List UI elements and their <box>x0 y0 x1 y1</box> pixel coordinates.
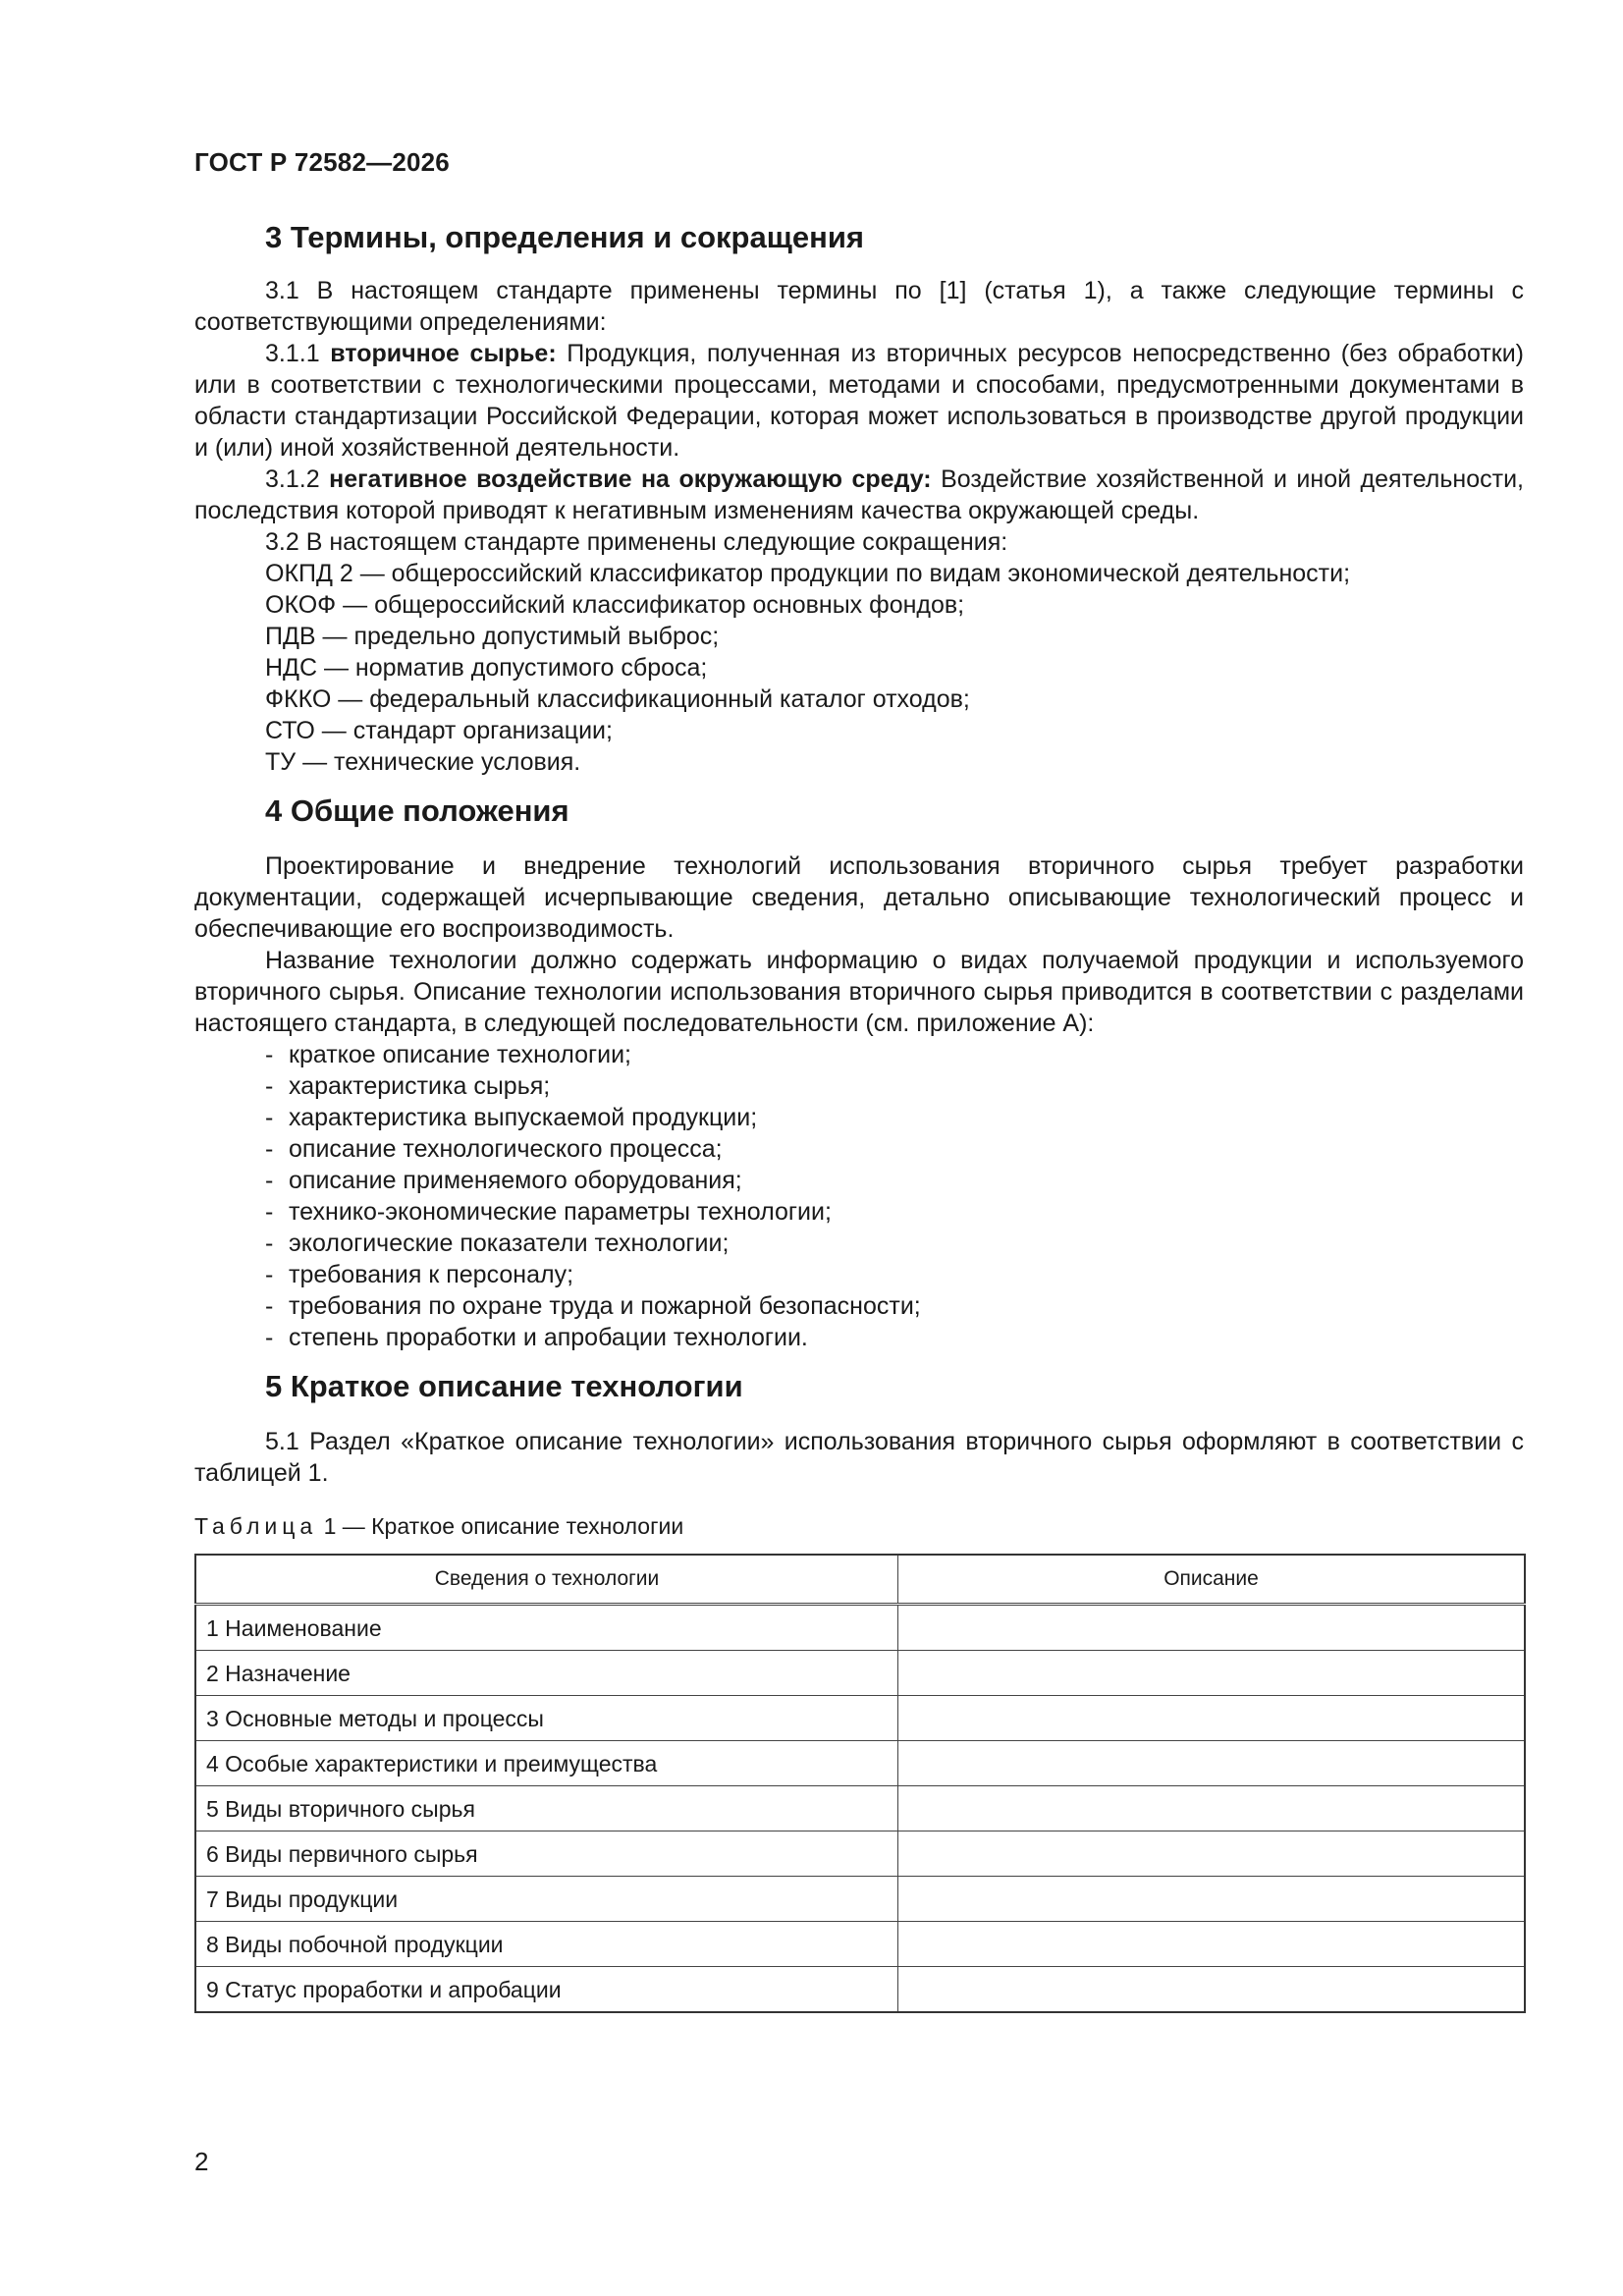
abbreviation-item: ПДВ — предельно допустимый выброс; <box>265 623 720 650</box>
term-number: 3.1.1 <box>265 340 331 367</box>
table-cell-empty <box>898 1831 1526 1877</box>
clause-5-1: 5.1 Раздел «Краткое описание технологии» использования вторичного сырья оформляют в соответствии с таблицей 1. <box>194 1428 1524 1487</box>
table-row <box>195 1741 1525 1786</box>
list-item: - краткое описание технологии; <box>265 1039 1524 1070</box>
term-name: вторичное сырье: <box>330 340 557 367</box>
list-item: - требования по охране труда и пожарной безопасности; <box>265 1290 1524 1322</box>
table-cell-empty <box>898 1922 1526 1967</box>
table-row <box>195 1696 1525 1741</box>
table-cell-empty <box>898 1786 1526 1831</box>
column-header-description: Описание <box>898 1555 1526 1605</box>
list-item: - степень проработки и апробации технологии. <box>265 1322 1524 1353</box>
table-header-row <box>195 1555 1525 1605</box>
list-item: - описание технологического процесса; <box>265 1133 1524 1165</box>
table-cell: 1 Наименование <box>195 1605 898 1651</box>
page-content <box>194 218 1524 2013</box>
table-caption-label: Таблица <box>194 1513 318 1539</box>
table-row <box>195 1922 1525 1967</box>
section-5-heading: 5 Краткое описание технологии <box>265 1369 743 1403</box>
clause-3-2: 3.2 В настоящем стандарте применены следующие сокращения: <box>265 528 1008 556</box>
table-row <box>195 1877 1525 1922</box>
section-4-paragraph-1: Проектирование и внедрение технологий использования вторичного сырья требует разработки документации, содержащей исчерпывающие сведения, детально описывающие технологический процесс и обеспечивающие его воспроизводимость. <box>194 852 1524 943</box>
section-4-heading: 4 Общие положения <box>265 793 569 828</box>
technology-summary-table <box>194 1554 1526 2013</box>
list-item: - экологические показатели технологии; <box>265 1228 1524 1259</box>
list-item: - характеристика выпускаемой продукции; <box>265 1102 1524 1133</box>
table-row <box>195 1786 1525 1831</box>
table-row <box>195 1651 1525 1696</box>
table-cell: 7 Виды продукции <box>195 1877 898 1922</box>
section-4-paragraph-2: Название технологии должно содержать информацию о видах получаемой продукции и используемого вторичного сырья. Описание технологии использования вторичного сырья приводится в соответствии с разделами настоящего стандарта, в следующей последовательности (см. приложение А): <box>194 947 1524 1037</box>
list-item: - характеристика сырья; <box>265 1070 1524 1102</box>
abbreviation-item: СТО — стандарт организации; <box>265 717 613 744</box>
table-row <box>195 1967 1525 2013</box>
table-row <box>195 1605 1525 1651</box>
table-cell-empty <box>898 1651 1526 1696</box>
page-number: 2 <box>194 2147 209 2176</box>
term-definition: Воздействие хозяйственной и иной деятельности, последствия которой приводят к негативным изменениям качества окружающей среды. <box>194 465 1524 524</box>
abbreviation-item: НДС — норматив допустимого сброса; <box>265 654 708 682</box>
abbreviation-item: ФККО — федеральный классификационный каталог отходов; <box>265 685 970 713</box>
table-cell-empty <box>898 1741 1526 1786</box>
term-name: негативное воздействие на окружающую среду: <box>329 465 932 493</box>
abbreviation-item: ТУ — технические условия. <box>265 748 581 776</box>
table-caption-text: 1 — Краткое описание технологии <box>317 1513 684 1539</box>
table-cell: 6 Виды первичного сырья <box>195 1831 898 1877</box>
list-item: - технико-экономические параметры технологии; <box>265 1196 1524 1228</box>
table-cell: 8 Виды побочной продукции <box>195 1922 898 1967</box>
table-caption <box>194 1510 1524 1542</box>
term-number: 3.1.2 <box>265 465 330 493</box>
table-cell-empty <box>898 1605 1526 1651</box>
term-3-1-2 <box>194 464 1524 526</box>
section-3-heading: 3 Термины, определения и сокращения <box>265 220 864 254</box>
clause-3-1: 3.1 В настоящем стандарте применены термины по [1] (статья 1), а также следующие термины с соответствующими определениями: <box>194 277 1524 336</box>
table-cell: 3 Основные методы и процессы <box>195 1696 898 1741</box>
term-definition: Продукция, полученная из вторичных ресурсов непосредственно (без обработки) или в соответствии с технологическими процессами, методами и способами, предусмотренными документами в области стандартизации Российской Федерации, которая может использоваться в производстве другой продукции и (или) иной хозяйственной деятельности. <box>194 340 1524 462</box>
abbreviation-item: ОКОФ — общероссийский классификатор основных фондов; <box>265 591 965 619</box>
term-3-1-1 <box>194 338 1524 464</box>
table-cell-empty <box>898 1967 1526 2013</box>
abbreviation-list <box>194 558 1524 778</box>
table-cell: 4 Особые характеристики и преимущества <box>195 1741 898 1786</box>
table-cell: 5 Виды вторичного сырья <box>195 1786 898 1831</box>
table-cell: 9 Статус проработки и апробации <box>195 1967 898 2013</box>
table-row <box>195 1831 1525 1877</box>
table-cell: 2 Назначение <box>195 1651 898 1696</box>
table-cell-empty <box>898 1877 1526 1922</box>
list-item: - описание применяемого оборудования; <box>265 1165 1524 1196</box>
standard-designation: ГОСТ Р 72582—2026 <box>194 147 450 177</box>
abbreviation-item: ОКПД 2 — общероссийский классификатор продукции по видам экономической деятельности; <box>265 560 1351 587</box>
list-item: - требования к персоналу; <box>265 1259 1524 1290</box>
table-cell-empty <box>898 1696 1526 1741</box>
column-header-info: Сведения о технологии <box>195 1555 898 1605</box>
technology-description-sections-list <box>194 1039 1524 1353</box>
